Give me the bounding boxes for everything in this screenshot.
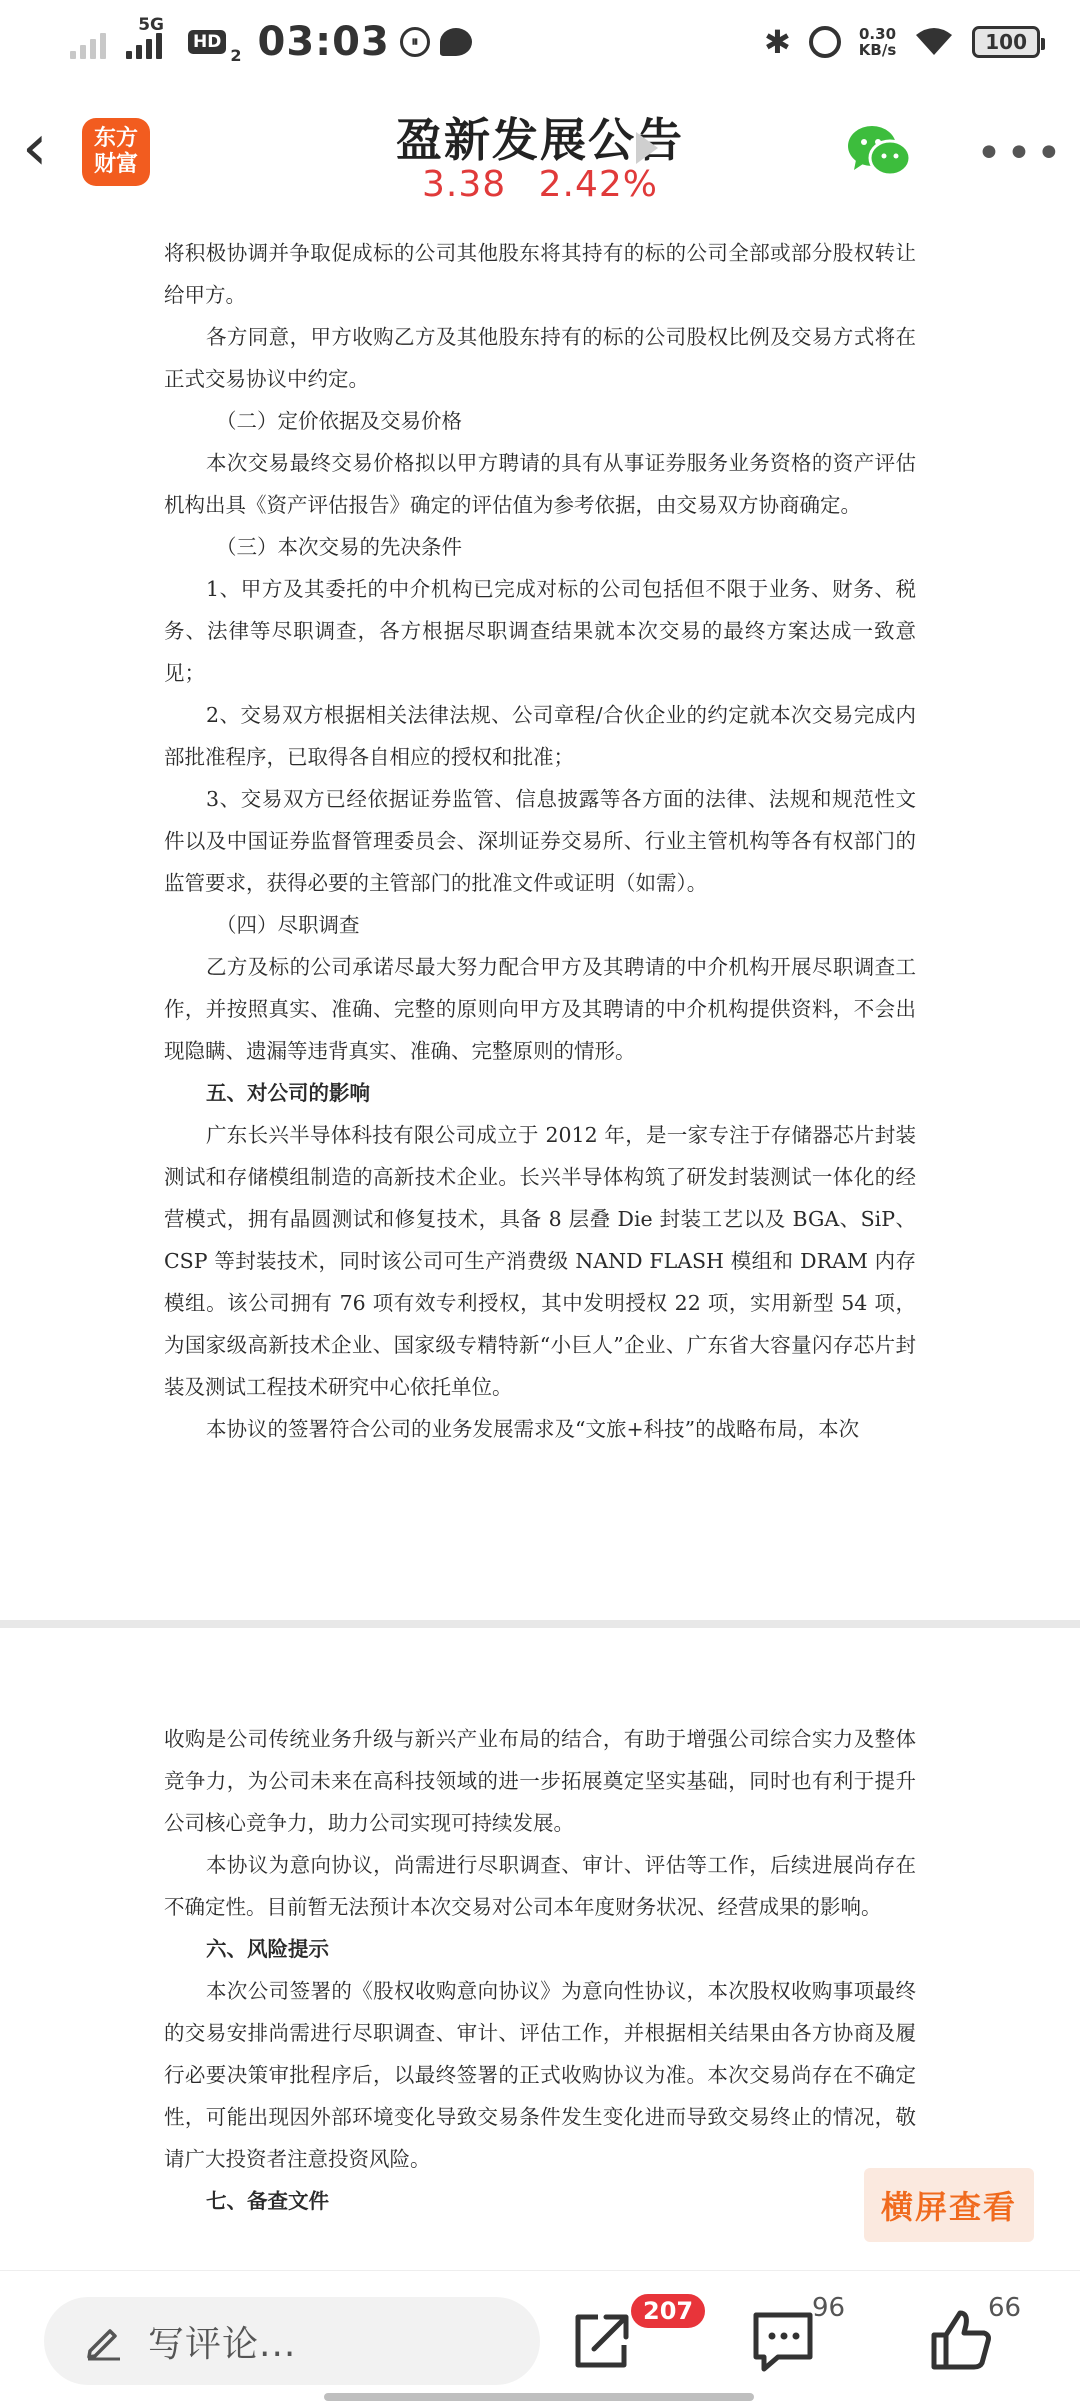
network-speed-value: 0.30 bbox=[859, 25, 897, 43]
bottom-action-bar bbox=[0, 2270, 1080, 2408]
network-speed-unit: KB/s bbox=[858, 41, 897, 59]
play-arrow-icon[interactable] bbox=[636, 132, 658, 164]
logo-line1: 东方 bbox=[93, 126, 138, 151]
paragraph: 3、交易双方已经依据证券监管、信息披露等各方面的法律、法规和规范性文件以及中国证券监督管理委员会、深圳证券交易所、行业主管机构等各有权部门的监管要求，获得必要的主管部门的批准文件或证明（如需）。 bbox=[164, 787, 916, 895]
document-page-1[interactable] bbox=[0, 218, 1080, 1620]
section-heading: 七、备查文件 bbox=[206, 2189, 329, 2213]
comment-input[interactable] bbox=[44, 2297, 540, 2385]
paragraph: 本次公司签署的《股权收购意向协议》为意向性协议，本次股权收购事项最终的交易安排尚需进行尽职调查、审计、评估工作，并根据相关结果由各方协商及履行必要决策审批程序后，以最终签署的正式收购协议为准。本次交易尚存在不确定性，可能出现因外部环境变化导致交易条件发生变化进而导致交易终止的情况，敬请广大投资者注意投资风险。 bbox=[164, 1979, 916, 2171]
wifi-icon bbox=[914, 27, 954, 57]
page-title: 盈新发展公告 bbox=[396, 113, 684, 167]
comment-count: 96 bbox=[812, 2293, 846, 2323]
section-heading: 六、风险提示 bbox=[206, 1937, 329, 1961]
pencil-icon bbox=[84, 2321, 124, 2361]
page-divider bbox=[0, 1620, 1080, 1628]
status-bar bbox=[0, 0, 1080, 84]
home-indicator[interactable] bbox=[324, 2393, 754, 2401]
subsection-heading: （二）定价依据及交易价格 bbox=[216, 409, 462, 433]
alarm-icon bbox=[809, 26, 841, 58]
status-time: 03:03 bbox=[257, 19, 390, 65]
section-heading: 五、对公司的影响 bbox=[206, 1081, 370, 1105]
landscape-view-button[interactable]: 横屏查看 bbox=[864, 2168, 1034, 2242]
comment-placeholder: 写评论... bbox=[148, 2323, 297, 2365]
document-text-1 bbox=[164, 232, 916, 1450]
network-speed bbox=[859, 26, 896, 58]
paragraph: 2、交易双方根据相关法律法规、公司章程/合伙企业的约定就本次交易完成内部批准程序，已取得各自相应的授权和批准； bbox=[164, 703, 916, 769]
app-header bbox=[0, 84, 1080, 218]
paragraph: 将积极协调并争取促成标的公司其他股东将其持有的标的公司全部或部分股权转让给甲方。 bbox=[164, 241, 916, 307]
comment-icon[interactable] bbox=[748, 2305, 818, 2375]
like-icon[interactable] bbox=[926, 2305, 996, 2375]
stock-change: 2.42% bbox=[538, 164, 658, 205]
wechat-share-icon[interactable] bbox=[846, 122, 912, 180]
paragraph: 收购是公司传统业务升级与新兴产业布局的结合，有助于增强公司综合实力及整体竞争力，为公司未来在高科技领域的进一步拓展奠定坚实基础，同时也有利于提升公司核心竞争力，助力公司实现可持续发展。 bbox=[164, 1727, 916, 1835]
paragraph: 1、甲方及其委托的中介机构已完成对标的公司包括但不限于业务、财务、税务、法律等尽职调查，各方根据尽职调查结果就本次交易的最终方案达成一致意见； bbox=[164, 577, 916, 685]
message-notification-icon bbox=[440, 28, 472, 56]
paragraph: 广东长兴半导体科技有限公司成立于 2012 年，是一家专注于存储器芯片封装测试和存储模组制造的高新技术企业。长兴半导体构筑了研发封装测试一体化的经营模式，拥有晶圆测试和修复技术，具备 8 层叠 Die 封装工艺以及 BGA、SiP、CSP 等封装技术，同时该公司可生产消费级 NAND FLASH 模组和 DRAM 内存模组。该公司拥有 76 项有效专利授权，其中发明授权 22 项，实用新型 54 项，为国家级高新技术企业、国家级专精特新“小巨人”企业、广东省大容量闪存芯片封装及测试工程技术研究中心依托单位。 bbox=[164, 1123, 916, 1399]
signal-icon-sim2 bbox=[126, 15, 164, 59]
network-type: 5G bbox=[138, 15, 164, 35]
subsection-heading: （三）本次交易的先决条件 bbox=[216, 535, 462, 559]
subsection-heading: （四）尽职调查 bbox=[216, 913, 360, 937]
paragraph: 乙方及标的公司承诺尽最大努力配合甲方及其聘请的中介机构开展尽职调查工作，并按照真实、准确、完整的原则向甲方及其聘请的中介机构提供资料，不会出现隐瞒、遗漏等违背真实、准确、完整原则的情形。 bbox=[164, 955, 916, 1063]
bluetooth-icon: ✱ bbox=[763, 23, 791, 61]
app-notification-icon: ⏸ bbox=[400, 27, 430, 57]
paragraph: 本次交易最终交易价格拟以甲方聘请的具有从事证券服务业务资格的资产评估机构出具《资产评估报告》确定的评估值为参考依据，由交易双方协商确定。 bbox=[164, 451, 916, 517]
hd-voice-sub: 2 bbox=[230, 46, 242, 65]
more-options-icon[interactable]: ••• bbox=[976, 128, 1066, 179]
hd-voice-icon: HD bbox=[188, 30, 226, 54]
paragraph: 各方同意，甲方收购乙方及其他股东持有的标的公司股权比例及交易方式将在正式交易协议中约定。 bbox=[164, 325, 916, 391]
stock-quote bbox=[0, 164, 1080, 205]
paragraph: 本协议为意向协议，尚需进行尽职调查、审计、评估等工作，后续进展尚存在不确定性。目前暂无法预计本次交易对公司本年度财务状况、经营成果的影响。 bbox=[164, 1853, 916, 1919]
back-icon[interactable]: ‹ bbox=[22, 111, 48, 185]
like-count: 66 bbox=[988, 2293, 1022, 2323]
document-text-2 bbox=[164, 1718, 916, 2222]
battery-icon: 100 bbox=[972, 26, 1040, 58]
share-count-badge: 207 bbox=[628, 2291, 708, 2331]
stock-price: 3.38 bbox=[422, 164, 507, 205]
logo-line2: 财富 bbox=[93, 152, 138, 177]
paragraph: 本协议的签署符合公司的业务发展需求及“文旅+科技”的战略布局，本次 bbox=[206, 1417, 860, 1441]
signal-icon-sim1 bbox=[70, 25, 106, 59]
share-icon[interactable] bbox=[566, 2305, 636, 2375]
